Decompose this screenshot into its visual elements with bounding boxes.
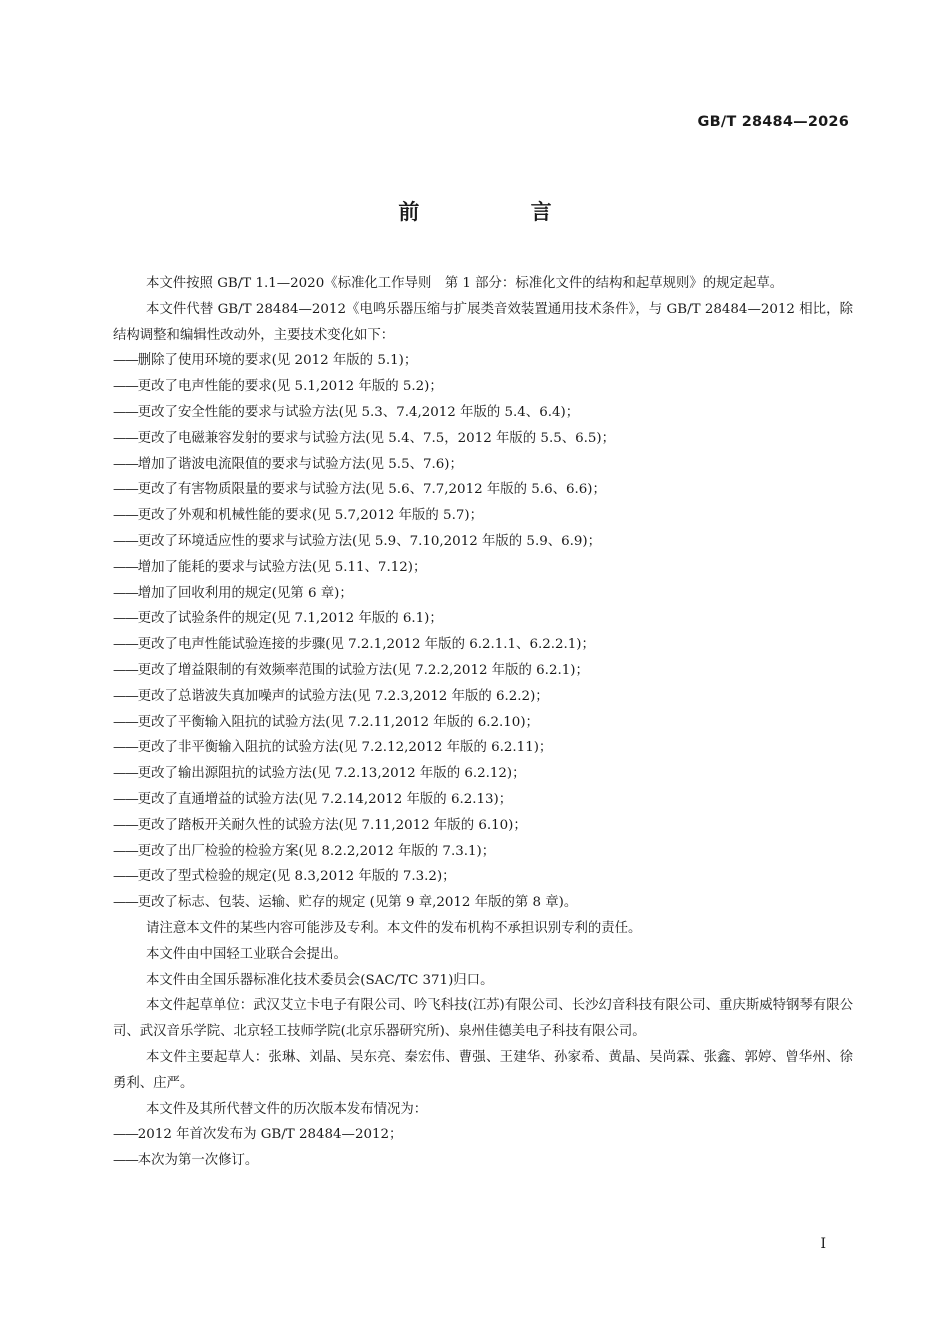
list-item — [113, 503, 853, 529]
paragraph-proposer: 本文件由中国轻工业联合会提出。 — [146, 946, 347, 962]
list-item-text: 本次为第一次修订。 — [137, 1153, 259, 1169]
paragraph-committee: 本文件由全国乐器标准化技术委员会(SAC/TC 371)归口。 — [146, 972, 494, 988]
list-item — [113, 400, 853, 426]
dash-mark: —— — [113, 766, 138, 782]
list-item — [113, 606, 853, 632]
paragraph-history-intro: 本文件及其所代替文件的历次版本发布情况为： — [146, 1101, 428, 1117]
dash-mark: —— — [113, 585, 138, 601]
list-item — [113, 710, 853, 736]
dash-mark: —— — [113, 791, 138, 807]
list-item-text: 增加了谐波电流限值的要求与试验方法(见 5.5、7.6)； — [137, 456, 463, 472]
list-item-text: 2012 年首次发布为 GB/T 28484—2012； — [137, 1127, 403, 1143]
list-item-text: 更改了电声性能试验连接的步骤(见 7.2.1,2012 年版的 6.2.1.1、6.2.2.1)； — [137, 637, 595, 653]
list-item-text: 更改了直通增益的试验方法(见 7.2.14,2012 年版的 6.2.13)； — [137, 791, 513, 807]
list-item — [113, 477, 853, 503]
dash-mark: —— — [113, 379, 138, 395]
list-item-text: 更改了标志、包装、运输、贮存的规定 (见第 9 章,2012 年版的第 8 章)。 — [137, 895, 578, 911]
list-item-text: 更改了环境适应性的要求与试验方法(见 5.9、7.10,2012 年版的 5.9、6.9)； — [137, 533, 602, 549]
list-item-text: 更改了外观和机械性能的要求(见 5.7,2012 年版的 5.7)； — [137, 508, 483, 524]
list-item — [113, 890, 853, 916]
list-item-text: 更改了出厂检验的检验方案(见 8.2.2,2012 年版的 7.3.1)； — [137, 843, 496, 859]
list-item — [113, 839, 853, 865]
list-item — [113, 581, 853, 607]
list-item — [113, 1122, 853, 1148]
list-item — [113, 555, 853, 581]
list-item-text: 更改了电声性能的要求(见 5.1,2012 年版的 5.2)； — [137, 379, 443, 395]
paragraph-replacement: 本文件代替 GB/T 28484—2012《电鸣乐器压缩与扩展类音效装置通用技术条件》，与 GB/T 28484—2012 相比，除结构调整和编辑性改动外，主要技术变化如下： — [113, 301, 853, 343]
dash-mark: —— — [113, 508, 138, 524]
list-item-text: 更改了型式检验的规定(见 8.3,2012 年版的 7.3.2)； — [137, 869, 456, 885]
list-item — [113, 735, 853, 761]
list-item — [113, 452, 853, 478]
list-item-text: 更改了非平衡输入阻抗的试验方法(见 7.2.12,2012 年版的 6.2.11)； — [137, 740, 553, 756]
dash-mark: —— — [113, 895, 138, 911]
dash-mark: —— — [113, 817, 138, 833]
dash-mark: —— — [113, 533, 138, 549]
list-item-text: 更改了试验条件的规定(见 7.1,2012 年版的 6.1)； — [137, 611, 443, 627]
list-item — [113, 658, 853, 684]
list-item — [113, 813, 853, 839]
dash-mark: —— — [113, 843, 138, 859]
changes-list — [113, 348, 853, 916]
dash-mark: —— — [113, 353, 138, 369]
list-item-text: 更改了安全性能的要求与试验方法(见 5.3、7.4,2012 年版的 5.4、6.4)； — [137, 404, 580, 420]
dash-mark: —— — [113, 637, 138, 653]
list-item — [113, 787, 853, 813]
list-item-text: 更改了平衡输入阻抗的试验方法(见 7.2.11,2012 年版的 6.2.10)； — [137, 714, 539, 730]
dash-mark: —— — [113, 662, 138, 678]
paragraph-drafting-units: 本文件起草单位：武汉艾立卡电子有限公司、吟飞科技(江苏)有限公司、长沙幻音科技有限公司、重庆斯威特钢琴有限公司、武汉音乐学院、北京轻工技师学院(北京乐器研究所)、泉州佳德美电子科技有限公司。 — [113, 998, 853, 1040]
dash-mark: —— — [113, 404, 138, 420]
list-item-text: 增加了能耗的要求与试验方法(见 5.11、7.12)； — [137, 559, 427, 575]
foreword-body — [113, 271, 853, 1174]
paragraph-drafters: 本文件主要起草人：张琳、刘晶、吴东亮、秦宏伟、曹强、王建华、孙家希、黄晶、吴尚霖、张鑫、郭婷、曾华州、徐勇利、庄严。 — [113, 1049, 853, 1091]
list-item-text: 更改了踏板开关耐久性的试验方法(见 7.11,2012 年版的 6.10)； — [137, 817, 527, 833]
list-item — [113, 426, 853, 452]
dash-mark: —— — [113, 482, 138, 498]
standard-number: GB/T 28484—2026 — [697, 114, 849, 130]
dash-mark: —— — [113, 869, 138, 885]
page-number: I — [820, 1236, 826, 1252]
dash-mark: —— — [113, 1127, 138, 1143]
dash-mark: —— — [113, 714, 138, 730]
paragraph-drafting-rules: 本文件按照 GB/T 1.1—2020《标准化工作导则 第 1 部分：标准化文件的结构和起草规则》的规定起草。 — [146, 276, 784, 291]
dash-mark: —— — [113, 1153, 138, 1169]
dash-mark: —— — [113, 688, 138, 704]
list-item — [113, 1148, 853, 1174]
list-item-text: 删除了使用环境的要求(见 2012 年版的 5.1)； — [137, 353, 418, 369]
page-title: 前 言 — [398, 200, 604, 224]
list-item-text: 更改了输出源阻抗的试验方法(见 7.2.13,2012 年版的 6.2.12)； — [137, 766, 526, 782]
list-item-text: 更改了电磁兼容发射的要求与试验方法(见 5.4、7.5，2012 年版的 5.5、6.5)； — [137, 430, 616, 446]
list-item — [113, 684, 853, 710]
list-item — [113, 348, 853, 374]
history-list — [113, 1122, 853, 1174]
list-item — [113, 864, 853, 890]
dash-mark: —— — [113, 611, 138, 627]
list-item-text: 更改了增益限制的有效频率范围的试验方法(见 7.2.2,2012 年版的 6.2.1)； — [137, 662, 589, 678]
list-item — [113, 374, 853, 400]
dash-mark: —— — [113, 430, 138, 446]
list-item — [113, 529, 853, 555]
list-item — [113, 632, 853, 658]
paragraph-patent-notice: 请注意本文件的某些内容可能涉及专利。本文件的发布机构不承担识别专利的责任。 — [146, 920, 642, 936]
dash-mark: —— — [113, 740, 138, 756]
list-item-text: 更改了总谐波失真加噪声的试验方法(见 7.2.3,2012 年版的 6.2.2)； — [137, 688, 549, 704]
list-item — [113, 761, 853, 787]
dash-mark: —— — [113, 456, 138, 472]
list-item-text: 更改了有害物质限量的要求与试验方法(见 5.6、7.7,2012 年版的 5.6、6.6)； — [137, 482, 606, 498]
list-item-text: 增加了回收利用的规定(见第 6 章)； — [137, 585, 353, 601]
dash-mark: —— — [113, 559, 138, 575]
